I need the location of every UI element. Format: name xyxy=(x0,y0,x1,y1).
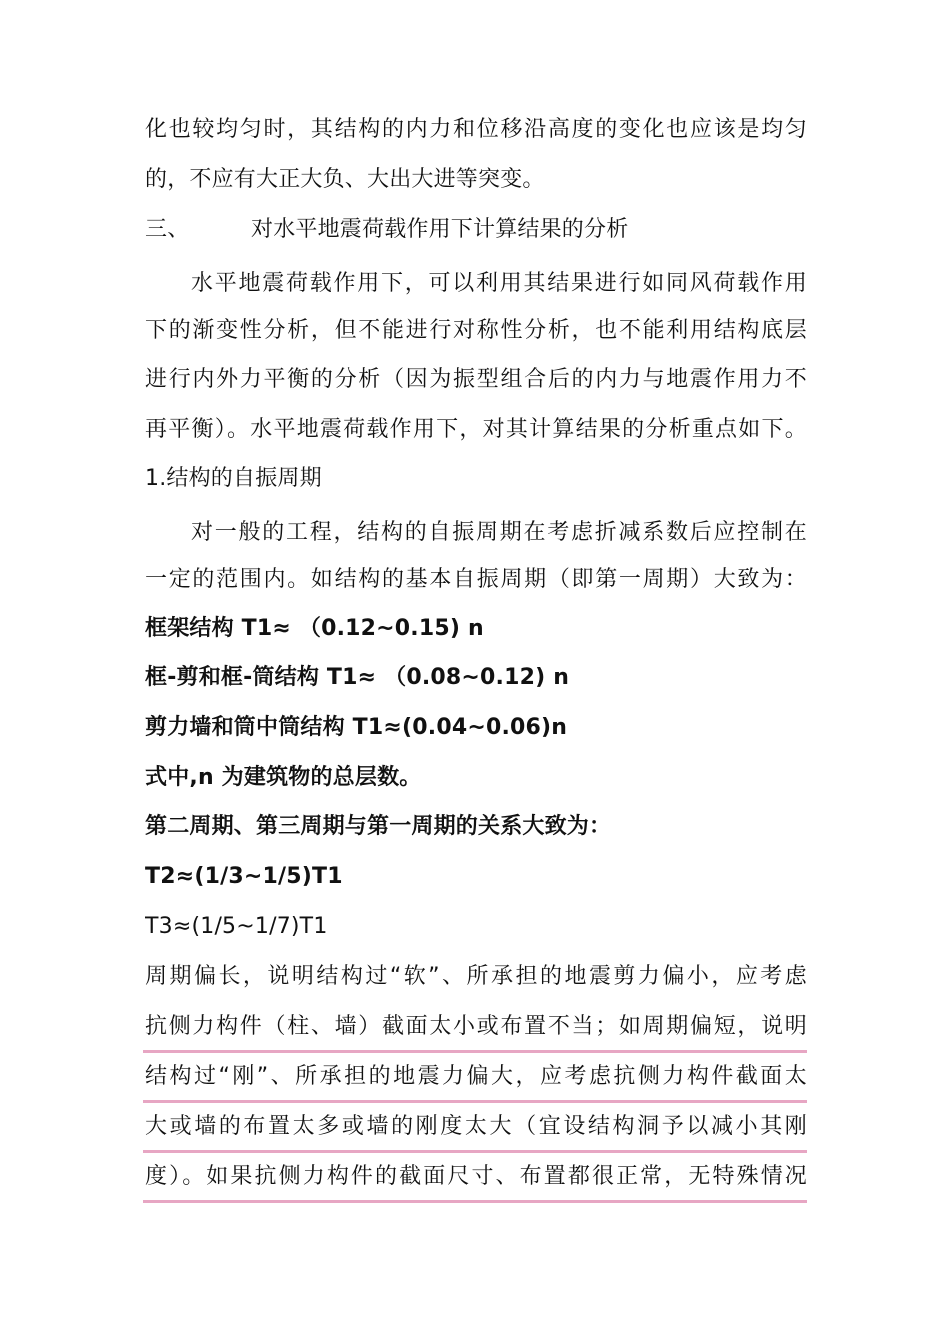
paragraph-line: 一定的范围内。如结构的基本自振周期（即第一周期）大致为： xyxy=(145,567,807,592)
highlight-underline xyxy=(143,1150,807,1153)
highlight-underline xyxy=(143,1100,807,1103)
formula-line: T2≈(1/3~1/5)T1 xyxy=(145,864,343,889)
paragraph-line: 化也较均匀时，其结构的内力和位移沿高度的变化也应该是均匀 xyxy=(145,117,807,142)
section-heading xyxy=(145,210,807,250)
highlight-underline xyxy=(143,1200,807,1203)
formula-line: 框架结构 T1≈ （0.12~0.15) n xyxy=(145,616,484,641)
paragraph-line: 对一般的工程，结构的自振周期在考虑折减系数后应控制在 xyxy=(191,520,807,545)
subsection-heading: 1.结构的自振周期 xyxy=(145,466,322,491)
paragraph-line: 抗侧力构件（柱、墙）截面太小或布置不当；如周期偏短，说明 xyxy=(145,1014,807,1039)
paragraph-line: 结构过“刚”、所承担的地震力偏大，应考虑抗侧力构件截面太 xyxy=(145,1064,807,1089)
paragraph-line: 再平衡）。水平地震荷载作用下，对其计算结果的分析重点如下。 xyxy=(145,417,807,442)
formula-line: 剪力墙和筒中筒结构 T1≈(0.04~0.06)n xyxy=(145,715,568,740)
paragraph-line: 大或墙的布置太多或墙的刚度太大（宜设结构洞予以减小其刚 xyxy=(145,1114,807,1139)
paragraph-line: 第二周期、第三周期与第一周期的关系大致为： xyxy=(145,814,612,839)
formula-line: 框-剪和框-筒结构 T1≈ （0.08~0.12) n xyxy=(145,665,570,690)
formula-note: 式中,n 为建筑物的总层数。 xyxy=(145,765,422,790)
paragraph-line: 下的渐变性分析，但不能进行对称性分析，也不能利用结构底层 xyxy=(145,318,807,343)
formula-line: T3≈(1/5~1/7)T1 xyxy=(145,914,328,939)
highlight-underline xyxy=(143,1050,807,1053)
paragraph-line: 进行内外力平衡的分析（因为振型组合后的内力与地震作用力不 xyxy=(145,367,807,392)
paragraph-line: 周期偏长，说明结构过“软”、所承担的地震剪力偏小，应考虑 xyxy=(145,964,807,989)
section-title: 对水平地震荷载作用下计算结果的分析 xyxy=(251,217,629,242)
paragraph-line: 度）。如果抗侧力构件的截面尺寸、布置都很正常，无特殊情况 xyxy=(145,1164,807,1189)
paragraph-line: 的，不应有大正大负、大出大进等突变。 xyxy=(145,167,545,192)
section-number: 三、 xyxy=(145,217,190,242)
paragraph-line: 水平地震荷载作用下，可以利用其结果进行如同风荷载作用 xyxy=(191,271,807,296)
